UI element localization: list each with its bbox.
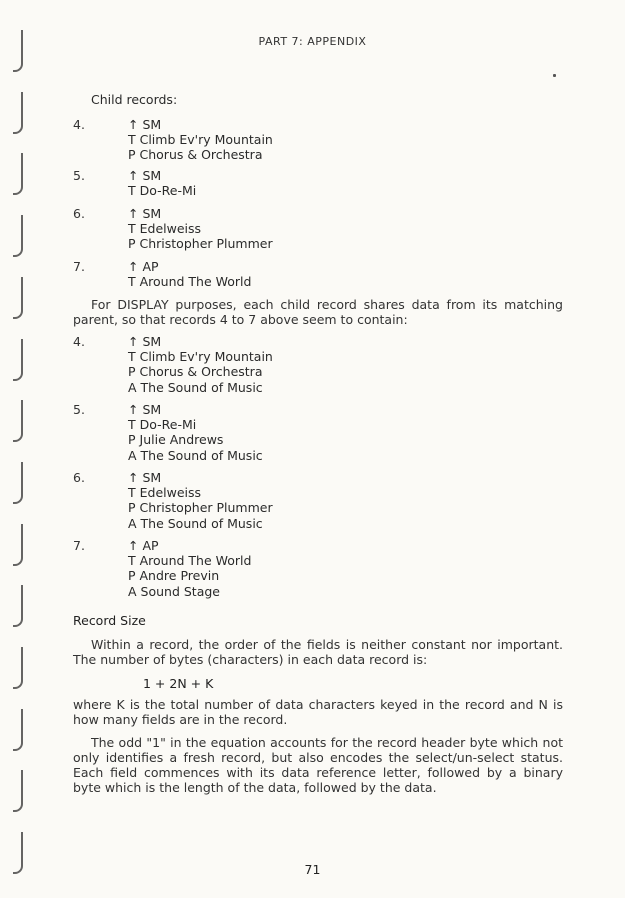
binder-ring-mark xyxy=(13,400,23,442)
binder-ring-mark xyxy=(13,709,23,751)
record-line: ↑ SM xyxy=(128,470,162,485)
record-line: A The Sound of Music xyxy=(128,379,263,395)
record-number: 7. xyxy=(73,259,85,274)
record-line: ↑ SM xyxy=(128,168,162,183)
display-paragraph: For DISPLAY purposes, each child record shares data from its matching parent, so that records 4 to 7 above seem to contain: xyxy=(73,297,563,327)
binder-ring-mark xyxy=(13,215,23,257)
record-line: ↑ AP xyxy=(128,538,159,553)
binder-ring-mark xyxy=(13,462,23,504)
binder-ring-mark xyxy=(13,524,23,566)
record-line: ↑ SM xyxy=(128,402,162,417)
record-line: A Sound Stage xyxy=(128,583,220,599)
binder-ring-mark xyxy=(13,277,23,319)
print-speck xyxy=(553,74,556,77)
record-line: P Christopher Plummer xyxy=(128,236,273,252)
record-line: T Around The World xyxy=(128,553,252,569)
section-heading: Record Size xyxy=(73,613,146,628)
record-line: P Christopher Plummer xyxy=(128,500,273,516)
record-size-paragraph: Within a record, the order of the fields is neither constant nor important. The number of bytes (characters) in each data record is: xyxy=(73,637,563,667)
record-line: T Edelweiss xyxy=(128,485,202,501)
header-byte-paragraph: The odd "1" in the equation accounts for the record header byte which not only identifies a fresh record, but also encodes the select/un-select status. Each field commences with its data reference letter, followed by a binary byte which is the length of the data, followed by the data. xyxy=(73,735,563,795)
record-line: A The Sound of Music xyxy=(128,515,263,531)
child-records-intro: Child records: xyxy=(91,92,178,107)
where-paragraph: where K is the total number of data characters keyed in the record and N is how many fields are in the record. xyxy=(73,697,563,727)
binder-ring-mark xyxy=(13,585,23,627)
record-size-formula: 1 + 2N + K xyxy=(143,676,214,691)
record-number: 6. xyxy=(73,470,85,485)
page-number: 71 xyxy=(304,862,321,877)
record-line: P Julie Andrews xyxy=(128,432,224,448)
binder-ring-mark xyxy=(13,770,23,812)
running-head: PART 7: APPENDIX xyxy=(258,35,367,48)
record-line: T Climb Ev'ry Mountain xyxy=(128,349,273,365)
record-line: T Do-Re-Mi xyxy=(128,417,197,433)
binder-ring-mark xyxy=(13,153,23,195)
record-line: A The Sound of Music xyxy=(128,447,263,463)
record-number: 7. xyxy=(73,538,85,553)
record-number: 6. xyxy=(73,206,85,221)
record-number: 5. xyxy=(73,168,85,183)
record-number: 4. xyxy=(73,334,85,349)
record-line: ↑ SM xyxy=(128,117,162,132)
binder-ring-mark xyxy=(13,339,23,381)
record-line: P Andre Previn xyxy=(128,568,220,584)
binder-ring-mark xyxy=(13,92,23,134)
record-number: 5. xyxy=(73,402,85,417)
record-line: T Do-Re-Mi xyxy=(128,183,197,199)
record-line: P Chorus & Orchestra xyxy=(128,147,263,163)
record-line: T Around The World xyxy=(128,274,252,290)
record-line: T Climb Ev'ry Mountain xyxy=(128,132,273,148)
binder-ring-mark xyxy=(13,647,23,689)
record-line: T Edelweiss xyxy=(128,221,202,237)
record-line: ↑ SM xyxy=(128,206,162,221)
record-number: 4. xyxy=(73,117,85,132)
record-line: ↑ SM xyxy=(128,334,162,349)
record-line: P Chorus & Orchestra xyxy=(128,364,263,380)
record-line: ↑ AP xyxy=(128,259,159,274)
